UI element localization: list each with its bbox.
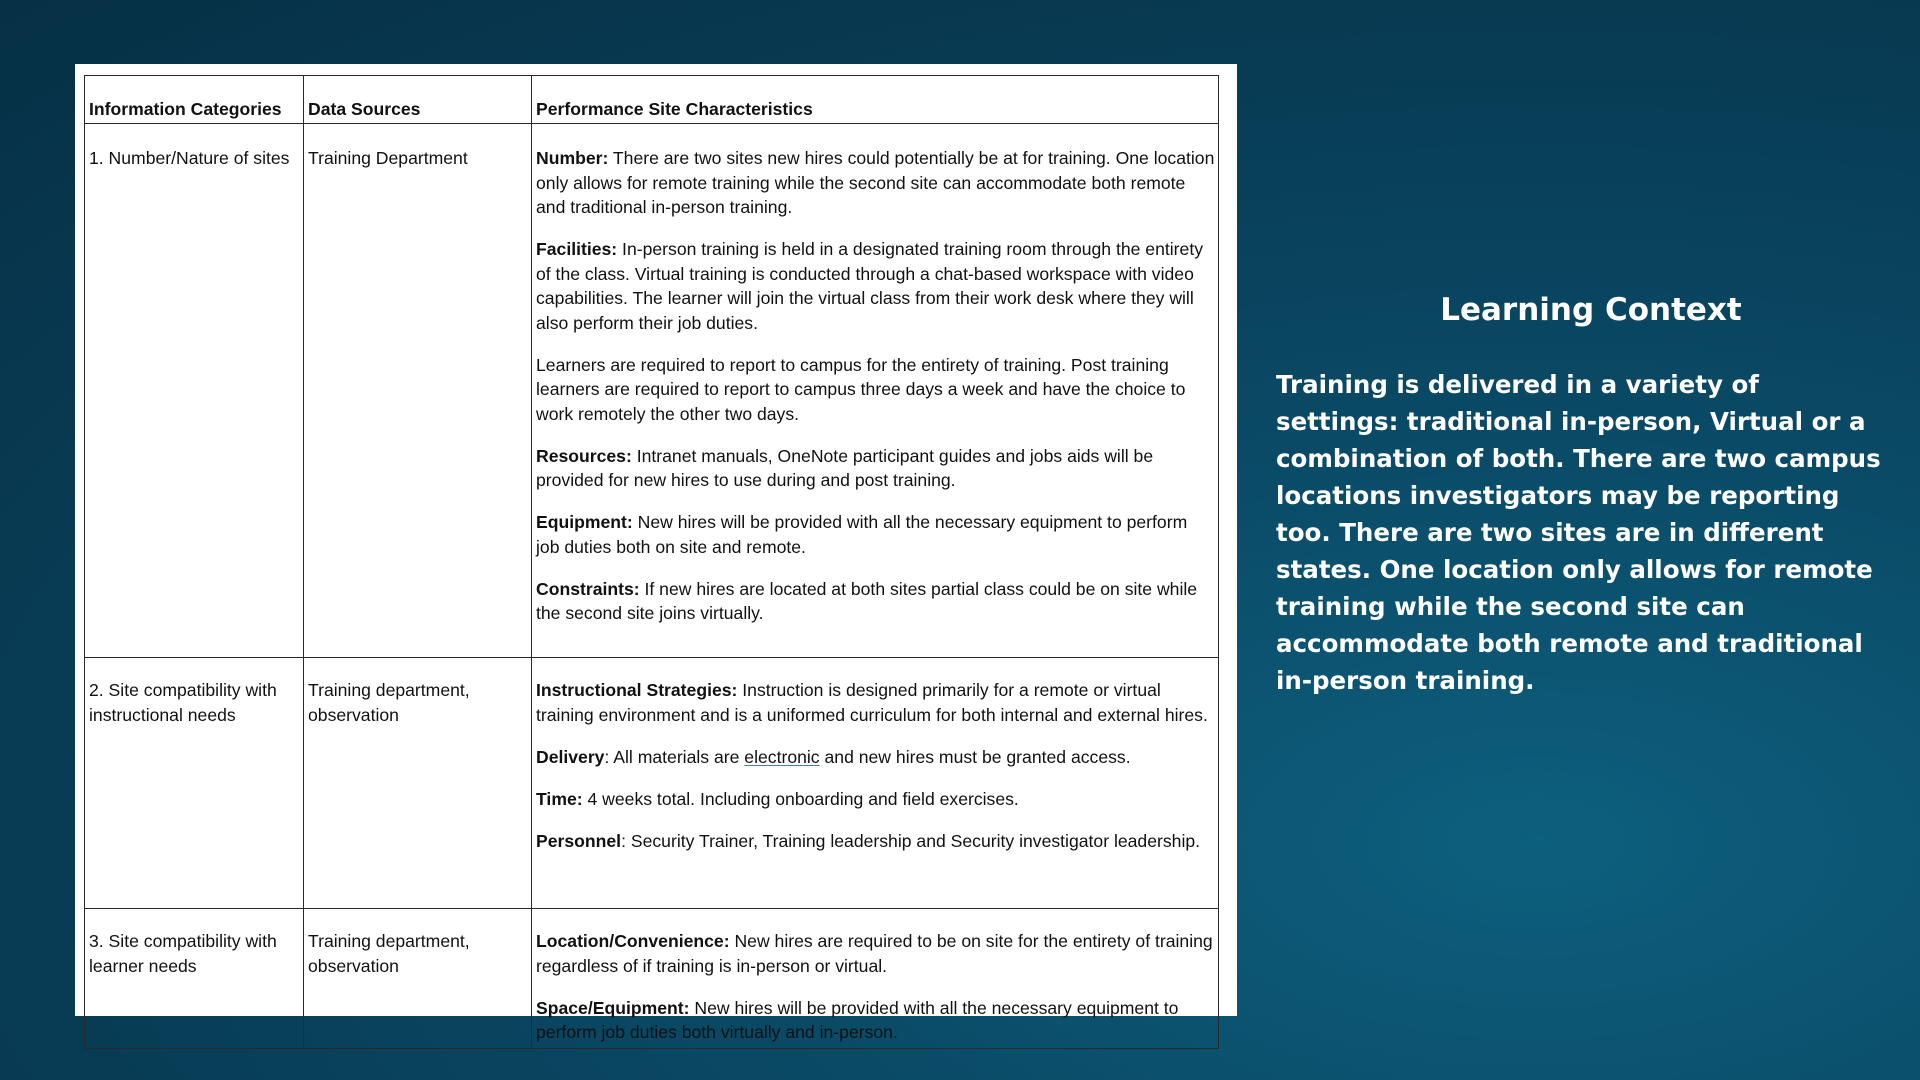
characteristic-time — [536, 787, 1215, 812]
document-image — [75, 64, 1237, 1042]
characteristic-space-equipment — [536, 996, 1215, 1045]
characteristics-cell — [532, 658, 1219, 909]
table-row — [85, 909, 1219, 1049]
characteristic-label: Facilities: — [536, 239, 618, 259]
learning-context-panel — [1276, 290, 1886, 699]
characteristic-text: New hires will be provided with all the necessary equipment to perform job duties both on site and remote. — [536, 512, 1188, 557]
characteristic-constraints — [536, 577, 1215, 626]
category-cell: 2. Site compatibility with instructional needs — [85, 658, 304, 909]
characteristic-number — [536, 146, 1215, 220]
characteristic-text: In-person training is held in a designated training room through the entirety of the class. Virtual training is conducted through a chat-based workspace with video capabilities. The learner will join the virtual class from their work desk where they will also perform their job duties. — [536, 239, 1204, 333]
characteristic-label: Resources: — [536, 445, 632, 466]
characteristic-label: Equipment: — [536, 512, 633, 532]
characteristic-delivery — [536, 745, 1215, 770]
characteristic-instructional-strategies — [536, 678, 1215, 727]
characteristic-label: Instructional Strategies: — [536, 680, 738, 700]
characteristic-location-convenience — [536, 929, 1215, 978]
characteristic-label: Space/Equipment: — [536, 997, 690, 1018]
characteristic-label: Time: — [536, 788, 583, 809]
characteristic-text: : Security Trainer, Training leadership and Security investigator leadership. — [621, 830, 1201, 851]
source-cell: Training department, observation — [304, 658, 532, 909]
characteristic-resources — [536, 444, 1215, 493]
characteristic-equipment — [536, 510, 1215, 559]
learning-context-body: Training is delivered in a variety of settings: traditional in-person, Virtual or a combination of both. There are two campus locations investigators may be reporting too. There are two sites are in different states. One location only allows for remote training while the second site can accommodate both remote and traditional in-person training. — [1276, 370, 1881, 695]
performance-site-table — [84, 75, 1219, 1049]
category-cell: 1. Number/Nature of sites — [85, 124, 304, 658]
characteristic-text: New hires are required to be on site for the entirety of training regardless of if training is in-person or virtual. — [536, 931, 1213, 976]
characteristic-personnel — [536, 829, 1215, 854]
characteristic-label: Number: — [536, 148, 609, 168]
characteristic-text: New hires will be provided with all the necessary equipment to perform job duties both virtually and in-person. — [536, 997, 1179, 1042]
characteristic-text: Intranet manuals, OneNote participant guides and jobs aids will be provided for new hires to use during and post training. — [536, 445, 1154, 490]
characteristic-label: Delivery — [536, 746, 605, 767]
characteristic-text: and new hires must be granted access. — [819, 746, 1131, 767]
characteristic-text: Instruction is designed primarily for a remote or virtual training environment and is a uniformed curriculum for both internal and external hires. — [536, 680, 1208, 725]
characteristic-text: There are two sites new hires could potentially be at for training. One location only allows for remote training while the second site can accommodate both remote and traditional in-person training. — [536, 148, 1215, 217]
characteristic-text: If new hires are located at both sites partial class could be on site while the second site joins virtually. — [536, 578, 1198, 623]
characteristic-label: Location/Convenience: — [536, 931, 730, 951]
header-information-categories: Information Categories — [85, 76, 304, 124]
characteristics-cell — [532, 909, 1219, 1049]
characteristic-label: Personnel — [536, 830, 622, 851]
characteristic-text: : All materials are — [604, 746, 745, 767]
table-header-row — [85, 76, 1219, 124]
learning-context-title: Learning Context — [1440, 292, 1742, 328]
table-row — [85, 658, 1219, 909]
header-performance-site-characteristics: Performance Site Characteristics — [532, 76, 1219, 124]
underlined-word: electronic — [744, 746, 820, 767]
table-row — [85, 124, 1219, 658]
source-cell: Training department, observation — [304, 909, 532, 1049]
characteristic-text: Learners are required to report to campus for the entirety of training. Post training learners are required to report to campus three days a week and have the choice to work remotely the other two days. — [536, 354, 1186, 424]
characteristic-label: Constraints: — [536, 578, 640, 599]
characteristic-facilities — [536, 237, 1215, 335]
source-cell: Training Department — [304, 124, 532, 658]
characteristics-cell — [532, 124, 1219, 658]
category-cell: 3. Site compatibility with learner needs — [85, 909, 304, 1049]
header-data-sources: Data Sources — [304, 76, 532, 124]
characteristic-attendance — [536, 353, 1215, 427]
characteristic-text: 4 weeks total. Including onboarding and field exercises. — [582, 788, 1019, 809]
